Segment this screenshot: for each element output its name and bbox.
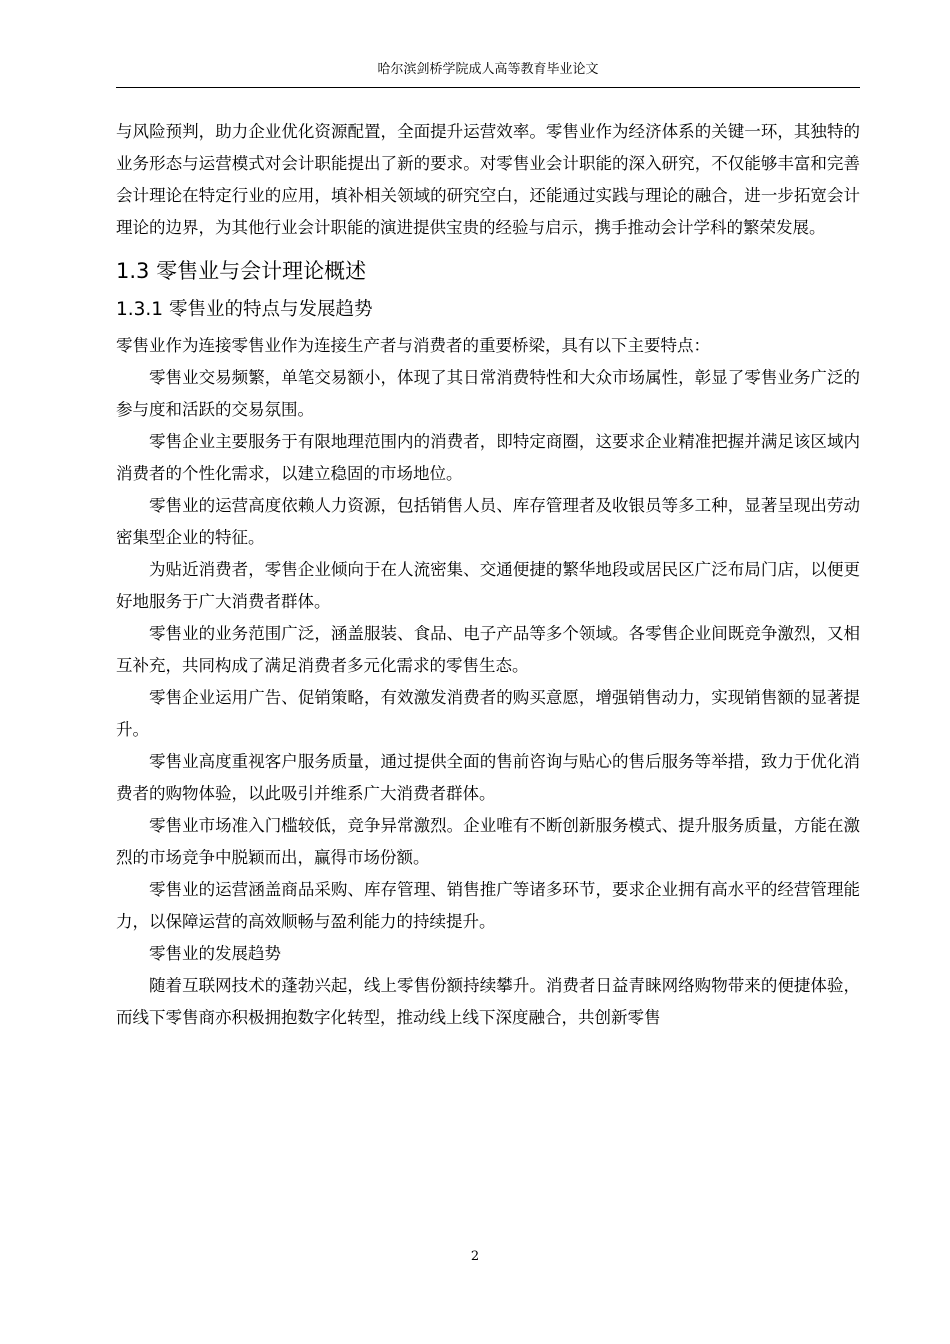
section-heading: 1.3 零售业与会计理论概述	[116, 259, 367, 283]
trend-paragraph: 随着互联网技术的蓬勃兴起，线上零售份额持续攀升。消费者日益青睐网络购物带来的便捷体验，而线下零售商亦积极拥抱数字化转型，推动线上线下深度融合，共创新零售	[116, 976, 860, 1027]
subsection-heading: 1.3.1 零售业的特点与发展趋势	[116, 299, 373, 320]
lead-paragraph: 零售业作为连接零售业作为连接生产者与消费者的重要桥梁，具有以下主要特点：	[116, 336, 710, 355]
feature-paragraph: 为贴近消费者，零售企业倾向于在人流密集、交通便捷的繁华地段或居民区广泛布局门店，以便更好地服务于广大消费者群体。	[116, 560, 860, 611]
document-body	[116, 116, 860, 1034]
trend-label: 零售业的发展趋势	[149, 944, 281, 963]
feature-paragraph: 零售业的运营高度依赖人力资源，包括销售人员、库存管理者及收银员等多工种，显著呈现出劳动密集型企业的特征。	[116, 496, 860, 547]
feature-paragraph: 零售业交易频繁，单笔交易额小，体现了其日常消费特性和大众市场属性，彰显了零售业务广泛的参与度和活跃的交易氛围。	[116, 368, 860, 419]
intro-paragraph: 与风险预判，助力企业优化资源配置，全面提升运营效率。零售业作为经济体系的关键一环，其独特的业务形态与运营模式对会计职能提出了新的要求。对零售业会计职能的深入研究，不仅能够丰富和完善会计理论在特定行业的应用，填补相关领域的研究空白，还能通过实践与理论的融合，进一步拓宽会计理论的边界，为其他行业会计职能的演进提供宝贵的经验与启示，携手推动会计学科的繁荣发展。	[116, 122, 860, 237]
page-header-title: 哈尔滨剑桥学院成人高等教育毕业论文	[377, 62, 599, 77]
page-number: 2	[470, 1249, 480, 1264]
header-divider	[116, 87, 860, 88]
feature-paragraph: 零售企业运用广告、促销策略，有效激发消费者的购买意愿，增强销售动力，实现销售额的显著提升。	[116, 688, 860, 739]
feature-paragraph: 零售业的业务范围广泛，涵盖服装、食品、电子产品等多个领域。各零售企业间既竞争激烈，又相互补充，共同构成了满足消费者多元化需求的零售生态。	[116, 624, 860, 675]
feature-paragraph: 零售业高度重视客户服务质量，通过提供全面的售前咨询与贴心的售后服务等举措，致力于优化消费者的购物体验，以此吸引并维系广大消费者群体。	[116, 752, 860, 803]
feature-paragraph: 零售业市场准入门槛较低，竞争异常激烈。企业唯有不断创新服务模式、提升服务质量，方能在激烈的市场竞争中脱颖而出，赢得市场份额。	[116, 816, 860, 867]
feature-paragraph: 零售业的运营涵盖商品采购、库存管理、销售推广等诸多环节，要求企业拥有高水平的经营管理能力，以保障运营的高效顺畅与盈利能力的持续提升。	[116, 880, 860, 931]
feature-paragraph: 零售企业主要服务于有限地理范围内的消费者，即特定商圈，这要求企业精准把握并满足该区域内消费者的个性化需求，以建立稳固的市场地位。	[116, 432, 860, 483]
